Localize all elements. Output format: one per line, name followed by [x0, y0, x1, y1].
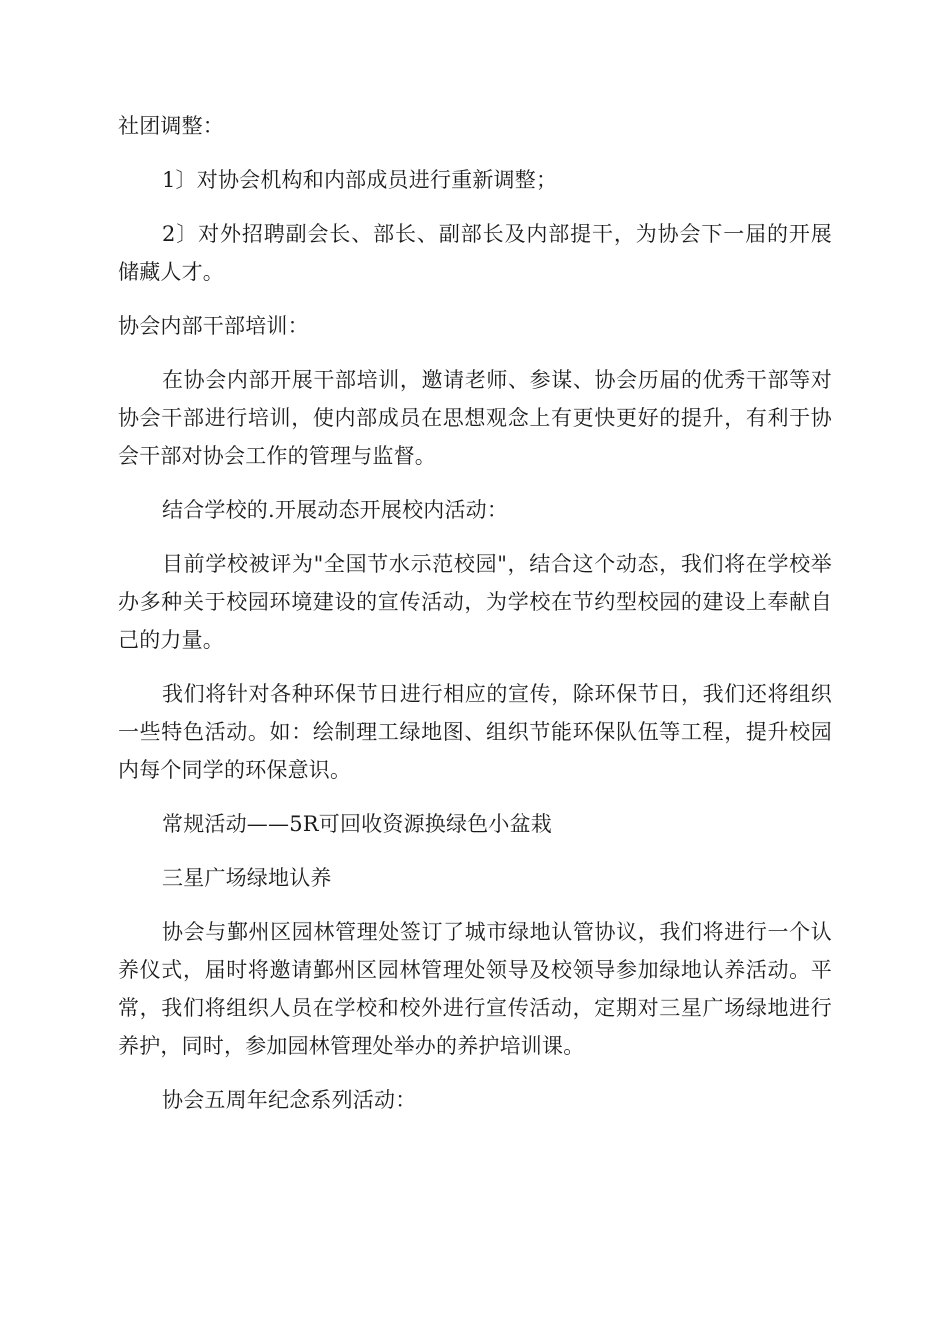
paragraph-item-1: 1〕对协会机构和内部成员进行重新调整； [162, 168, 558, 192]
paragraph-green-adoption-heading: 三星广场绿地认养 [162, 866, 332, 890]
paragraph-water-saving-campus: 目前学校被评为"全国节水示范校园"，结合这个动态，我们将在学校举办多种关于校园环境建设的宣传活动，为学校在节约型校园的建设上奉献自己的力量。 [118, 552, 832, 652]
paragraph-cadre-training-body: 在协会内部开展干部培训，邀请老师、参谋、协会历届的优秀干部等对协会干部进行培训，使内部成员在思想观念上有更快更好的提升，有利于协会干部对协会工作的管理与监督。 [118, 368, 832, 468]
paragraph-campus-activities-heading: 结合学校的.开展动态开展校内活动： [162, 498, 509, 522]
paragraph-regular-activity: 常规活动——5R可回收资源换绿色小盆栽 [162, 812, 552, 836]
paragraph-environmental-festivals: 我们将针对各种环保节日进行相应的宣传，除环保节日，我们还将组织一些特色活动。如：绘制理工绿地图、组织节能环保队伍等工程，提升校园内每个同学的环保意识。 [118, 682, 832, 782]
paragraph-anniversary-heading: 协会五周年纪念系列活动： [162, 1088, 417, 1112]
paragraph-green-adoption-body: 协会与鄞州区园林管理处签订了城市绿地认管协议，我们将进行一个认养仪式，届时将邀请鄞州区园林管理处领导及校领导参加绿地认养活动。平常，我们将组织人员在学校和校外进行宣传活动，定期对三星广场绿地进行养护，同时，参加园林管理处举办的养护培训课。 [118, 920, 832, 1058]
document-body [118, 107, 832, 1135]
paragraph-item-2: 2〕对外招聘副会长、部长、副部长及内部提干，为协会下一届的开展储藏人才。 [118, 222, 832, 284]
paragraph-club-adjustment-heading: 社团调整： [118, 114, 224, 138]
paragraph-cadre-training-heading: 协会内部干部培训： [118, 314, 309, 338]
